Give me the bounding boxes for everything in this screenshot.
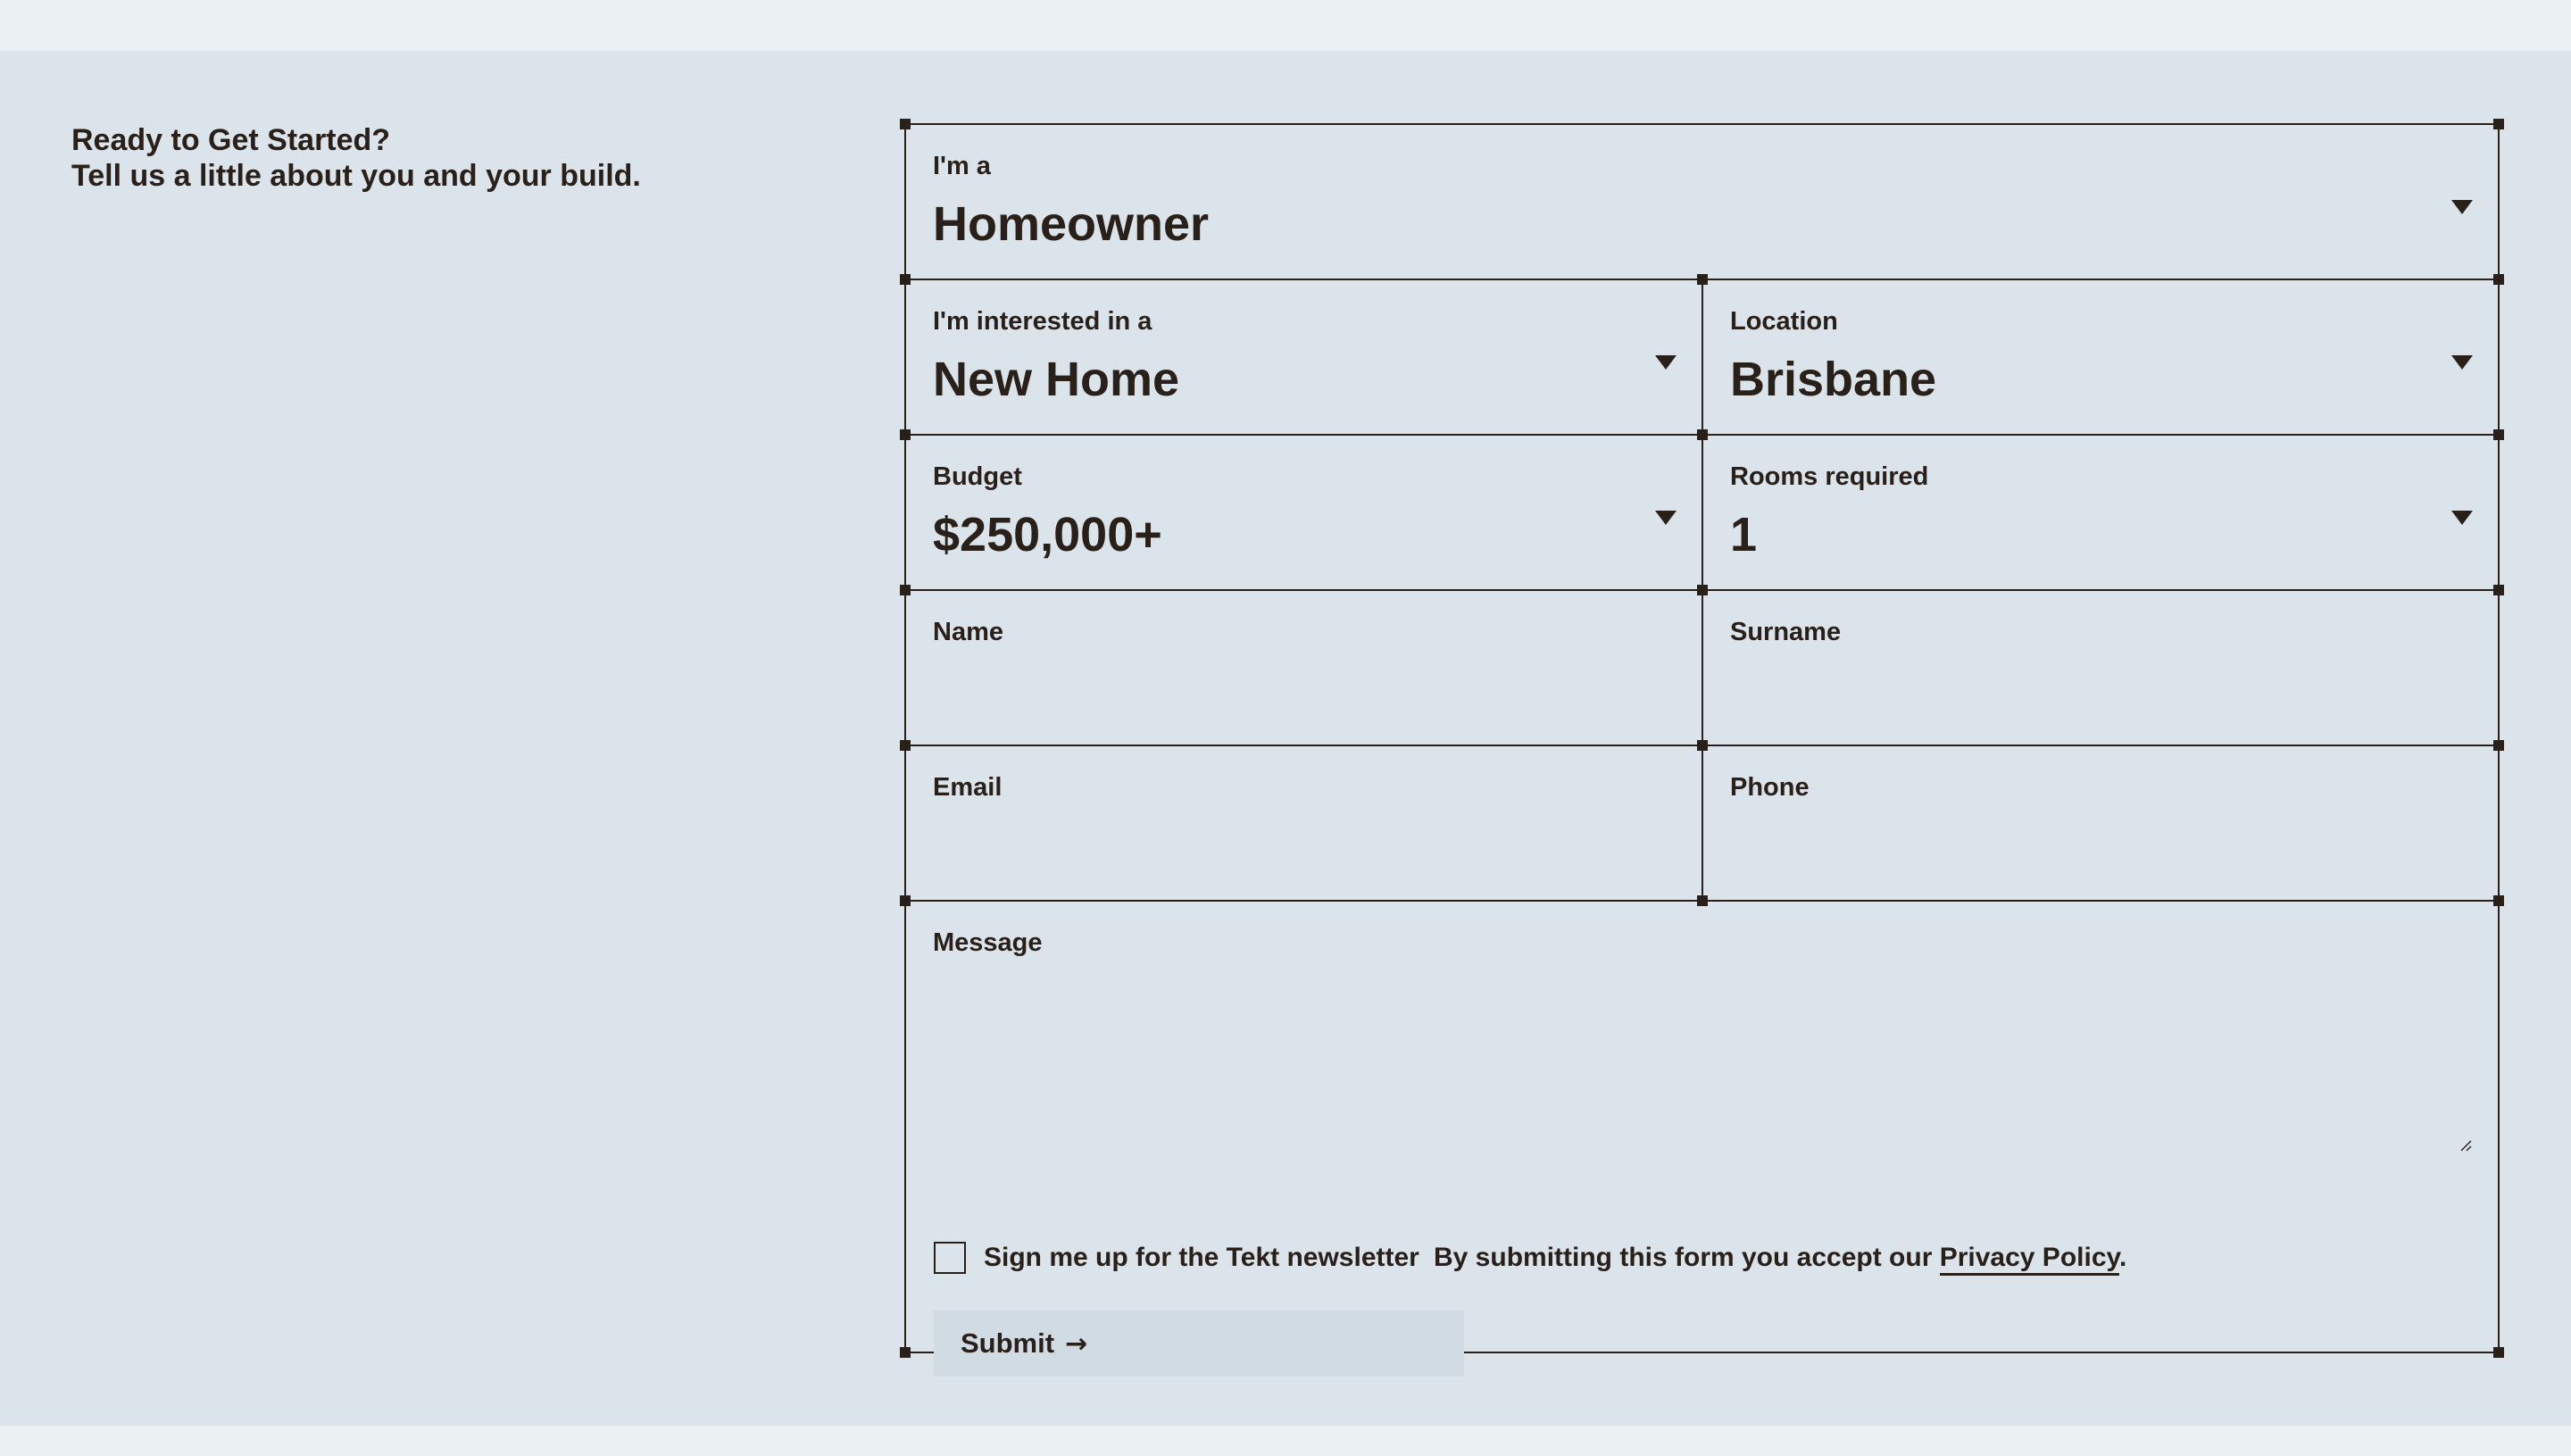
resize-grip-icon[interactable] [2459,1139,2472,1152]
chevron-down-icon [1655,355,1677,370]
interest-select[interactable] [906,280,1702,434]
surname-label: Surname [1730,618,1842,646]
role-select[interactable] [906,125,2498,279]
location-value: Brisbane [1730,353,1937,406]
chevron-down-icon [1655,511,1677,525]
interest-value: New Home [933,353,1180,406]
rooms-value: 1 [1730,508,1758,562]
intro-line-1: Ready to Get Started? [71,123,391,157]
name-label: Name [933,618,1003,646]
budget-select[interactable] [906,436,1702,589]
location-label: Location [1730,307,1838,336]
enquiry-form [904,123,2500,1360]
submit-label: Submit [961,1327,1055,1359]
message-field[interactable] [906,902,2498,1162]
name-field[interactable] [906,591,1702,745]
chevron-down-icon [2451,511,2473,525]
intro-line-2: Tell us a little about you and your build. [71,159,641,193]
submit-button[interactable] [934,1310,1464,1377]
email-field[interactable] [906,746,1702,900]
role-label: I'm a [933,152,991,180]
email-label: Email [933,773,1003,802]
privacy-prefix: By submitting this form you accept our [1434,1243,1940,1272]
newsletter-label: Sign me up for the Tekt newsletter [984,1243,1419,1272]
handle [900,1347,911,1358]
interest-label: I'm interested in a [933,307,1152,336]
chevron-down-icon [2451,355,2473,370]
role-value: Homeowner [933,197,1210,251]
contact-section [0,51,2571,1426]
privacy-policy-link[interactable]: Privacy Policy [1940,1243,2119,1276]
phone-field[interactable] [1703,746,2498,900]
phone-label: Phone [1730,773,1810,802]
handle [2493,1347,2504,1358]
chevron-down-icon [2451,200,2473,214]
newsletter-checkbox[interactable] [934,1242,966,1274]
budget-value: $250,000+ [933,508,1162,562]
privacy-suffix: . [2118,1243,2127,1272]
arrow-right-icon: → [1065,1327,1088,1360]
budget-label: Budget [933,462,1022,491]
location-select[interactable] [1703,280,2498,434]
message-label: Message [933,928,1043,957]
intro-heading [71,122,786,194]
rooms-label: Rooms required [1730,462,1929,491]
surname-field[interactable] [1703,591,2498,745]
rooms-select[interactable] [1703,436,2498,589]
privacy-notice [1434,1243,2126,1273]
